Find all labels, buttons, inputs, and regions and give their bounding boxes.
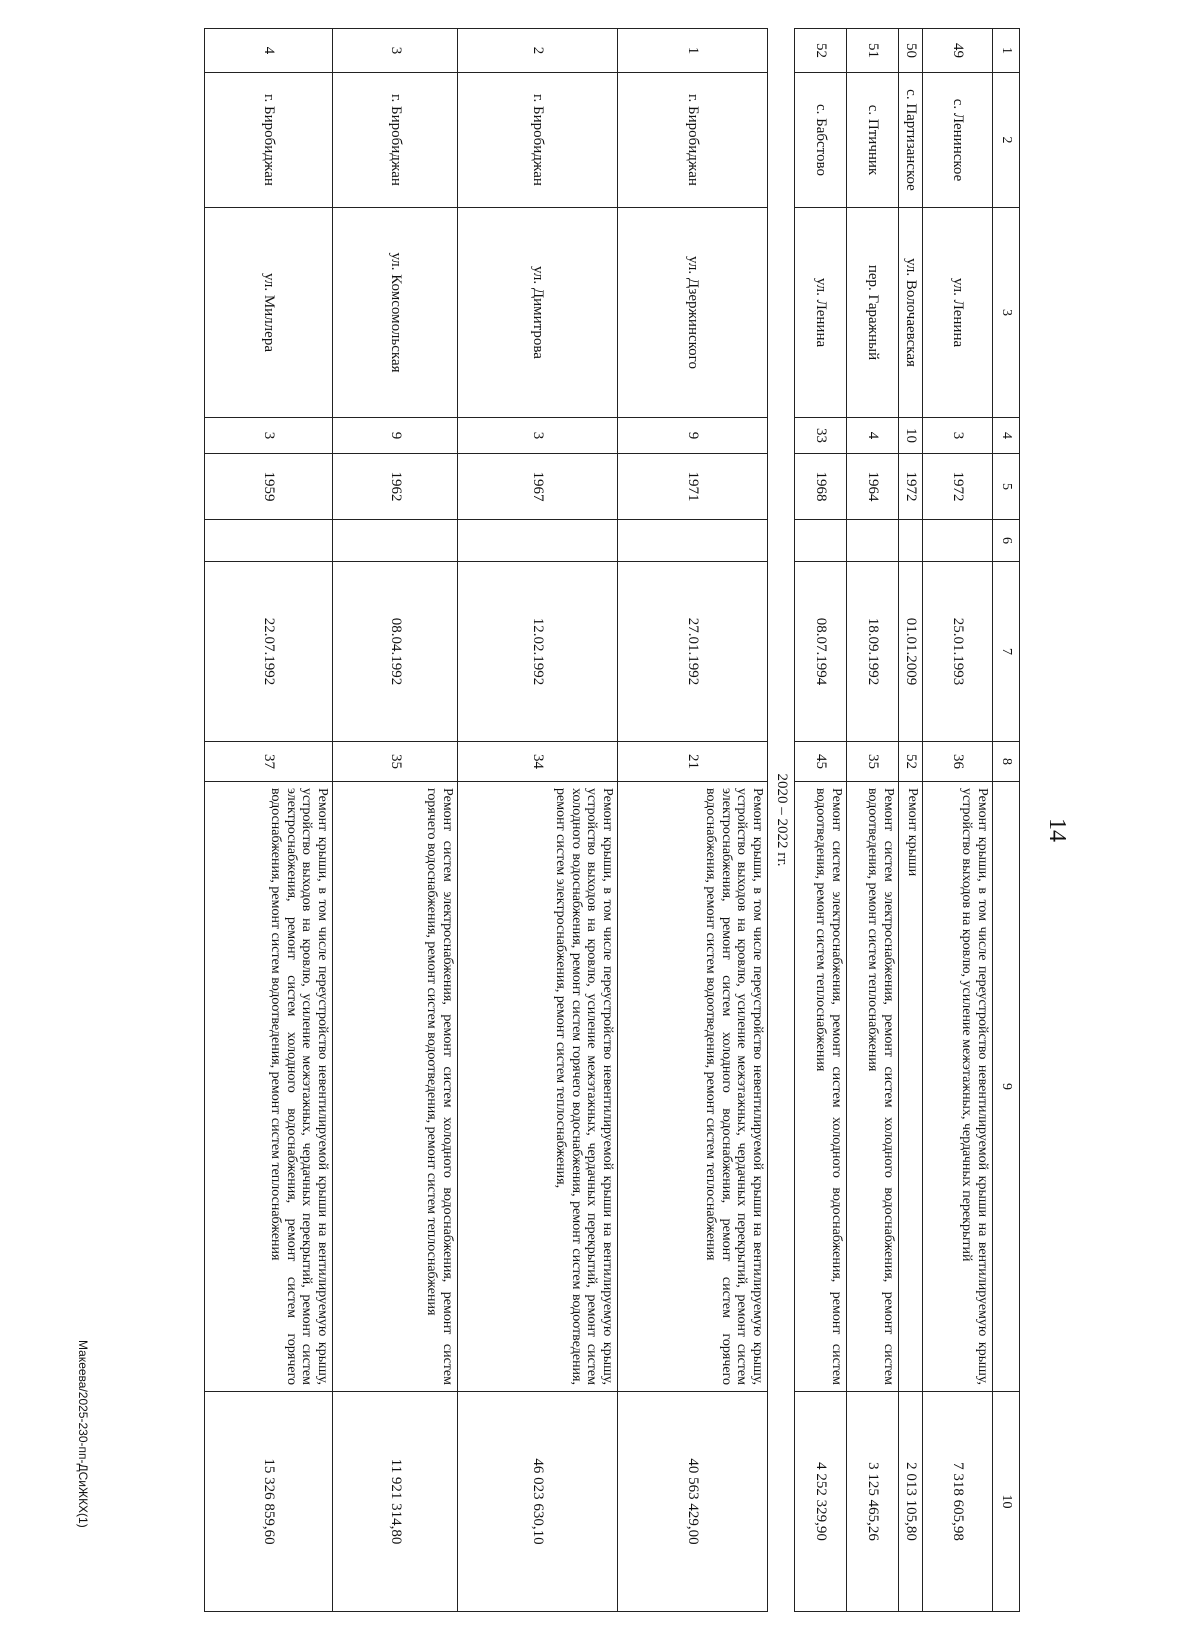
period-row <box>768 29 795 1612</box>
locality-cell: г. Биробиджан <box>333 73 458 208</box>
year-cell: 1971 <box>618 454 768 520</box>
locality-cell: с. Партизанское <box>899 73 923 208</box>
works-cell: Ремонт крыши, в том числе переустройство невентилируемой крыши на вентилируемую крышу, устройство выходов на кровлю, усиление межэтажных, чердачных перекрытий, ремонт систем холодного водоснабжения, ремонт систем горячего водоснабжения, ремонт систем водоотведения, ремонт систем электроснабжения, ремонт систем теплоснабжения, <box>458 782 618 1392</box>
column-number: 3 <box>993 208 1020 418</box>
col6-cell <box>847 520 899 562</box>
document-footer: Макеева/2025-230-пп-ДСиЖКХ(1) <box>76 1340 90 1528</box>
street-cell: ул. Димитрова <box>458 208 618 418</box>
street-cell: пер. Гаражный <box>847 208 899 418</box>
col8-cell: 21 <box>618 742 768 782</box>
col8-cell: 52 <box>899 742 923 782</box>
table-row <box>205 29 333 1612</box>
date-cell: 25.01.1993 <box>923 562 993 742</box>
row-number: 4 <box>205 29 333 73</box>
street-cell: ул. Комсомольская <box>333 208 458 418</box>
works-cell: Ремонт крыши, в том числе переустройство невентилируемой крыши на вентилируемую крышу, устройство выходов на кровлю, усиление межэтажных, чердачных перекрытий, ремонт систем электроснабжения, ремонт систем холодного водоснабжения, ремонт систем горячего водоснабжения, ремонт систем водоотведения, ремонт систем теплоснабжения <box>618 782 768 1392</box>
col8-cell: 37 <box>205 742 333 782</box>
house-cell: 3 <box>923 418 993 454</box>
row-number: 51 <box>847 29 899 73</box>
table-row <box>795 29 847 1612</box>
year-cell: 1967 <box>458 454 618 520</box>
page-number: 14 <box>1044 818 1070 842</box>
amount-cell: 46 023 630,10 <box>458 1392 618 1612</box>
column-number: 2 <box>993 73 1020 208</box>
table-row <box>618 29 768 1612</box>
col6-cell <box>923 520 993 562</box>
row-number: 49 <box>923 29 993 73</box>
house-cell: 4 <box>847 418 899 454</box>
year-cell: 1972 <box>899 454 923 520</box>
amount-cell: 11 921 314,80 <box>333 1392 458 1612</box>
col6-cell <box>205 520 333 562</box>
house-cell: 9 <box>333 418 458 454</box>
street-cell: ул. Миллера <box>205 208 333 418</box>
row-number: 50 <box>899 29 923 73</box>
year-cell: 1964 <box>847 454 899 520</box>
col8-cell: 36 <box>923 742 993 782</box>
date-cell: 27.01.1992 <box>618 562 768 742</box>
amount-cell: 3 125 465,26 <box>847 1392 899 1612</box>
col8-cell: 34 <box>458 742 618 782</box>
house-cell: 33 <box>795 418 847 454</box>
col8-cell: 35 <box>333 742 458 782</box>
col6-cell <box>795 520 847 562</box>
date-cell: 22.07.1992 <box>205 562 333 742</box>
date-cell: 18.09.1992 <box>847 562 899 742</box>
repair-register-table <box>204 28 1020 1612</box>
date-cell: 01.01.2009 <box>899 562 923 742</box>
year-cell: 1972 <box>923 454 993 520</box>
col8-cell: 45 <box>795 742 847 782</box>
column-number: 6 <box>993 520 1020 562</box>
column-number: 9 <box>993 782 1020 1392</box>
street-cell: ул. Ленина <box>795 208 847 418</box>
house-cell: 3 <box>458 418 618 454</box>
col6-cell <box>458 520 618 562</box>
works-cell: Ремонт систем электроснабжения, ремонт систем холодного водоснабжения, ремонт систем водоотведения, ремонт систем теплоснабжения <box>795 782 847 1392</box>
locality-cell: г. Биробиджан <box>618 73 768 208</box>
table-row <box>333 29 458 1612</box>
works-cell: Ремонт систем электроснабжения, ремонт систем холодного водоснабжения, ремонт систем горячего водоснабжения, ремонт систем водоотведения, ремонт систем теплоснабжения <box>333 782 458 1392</box>
house-cell: 9 <box>618 418 768 454</box>
year-cell: 1959 <box>205 454 333 520</box>
column-number: 8 <box>993 742 1020 782</box>
amount-cell: 2 013 105,80 <box>899 1392 923 1612</box>
locality-cell: с. Ленинское <box>923 73 993 208</box>
row-number: 2 <box>458 29 618 73</box>
table-body <box>205 29 1020 1612</box>
amount-cell: 40 563 429,00 <box>618 1392 768 1612</box>
col8-cell: 35 <box>847 742 899 782</box>
column-number: 1 <box>993 29 1020 73</box>
table-row <box>847 29 899 1612</box>
date-cell: 08.07.1994 <box>795 562 847 742</box>
column-number: 4 <box>993 418 1020 454</box>
date-cell: 08.04.1992 <box>333 562 458 742</box>
date-cell: 12.02.1992 <box>458 562 618 742</box>
column-number: 5 <box>993 454 1020 520</box>
row-number: 1 <box>618 29 768 73</box>
street-cell: ул. Дзержинского <box>618 208 768 418</box>
street-cell: ул. Волочаевская <box>899 208 923 418</box>
house-cell: 3 <box>205 418 333 454</box>
amount-cell: 15 326 859,60 <box>205 1392 333 1612</box>
row-number: 3 <box>333 29 458 73</box>
column-number: 10 <box>993 1392 1020 1612</box>
locality-cell: г. Биробиджан <box>205 73 333 208</box>
works-cell: Ремонт систем электроснабжения, ремонт систем холодного водоснабжения, ремонт систем водоотведения, ремонт систем теплоснабжения <box>847 782 899 1392</box>
column-number: 7 <box>993 562 1020 742</box>
amount-cell: 4 252 329,90 <box>795 1392 847 1612</box>
column-number-row <box>993 29 1020 1612</box>
row-number: 52 <box>795 29 847 73</box>
table-row <box>899 29 923 1612</box>
street-cell: ул. Ленина <box>923 208 993 418</box>
year-cell: 1962 <box>333 454 458 520</box>
col6-cell <box>618 520 768 562</box>
locality-cell: с. Бабстово <box>795 73 847 208</box>
house-cell: 10 <box>899 418 923 454</box>
works-cell: Ремонт крыши <box>899 782 923 1392</box>
locality-cell: г. Биробиджан <box>458 73 618 208</box>
works-cell: Ремонт крыши, в том числе переустройство невентилируемой крыши на вентилируемую крышу, устройство выходов на кровлю, усиление межэтажных, чердачных перекрытий <box>923 782 993 1392</box>
table-row <box>923 29 993 1612</box>
table-row <box>458 29 618 1612</box>
locality-cell: с. Птичник <box>847 73 899 208</box>
year-cell: 1968 <box>795 454 847 520</box>
works-cell: Ремонт крыши, в том числе переустройство невентилируемой крыши на вентилируемую крышу, устройство выходов на кровлю, усиление межэтажных, чердачных перекрытий, ремонт систем электроснабжения, ремонт систем холодного водоснабжения, ремонт систем горячего водоснабжения, ремонт систем водоотведения, ремонт систем теплоснабжения <box>205 782 333 1392</box>
col6-cell <box>333 520 458 562</box>
col6-cell <box>899 520 923 562</box>
period-label: 2020 – 2022 гг. <box>768 29 795 1612</box>
amount-cell: 7 318 605,98 <box>923 1392 993 1612</box>
